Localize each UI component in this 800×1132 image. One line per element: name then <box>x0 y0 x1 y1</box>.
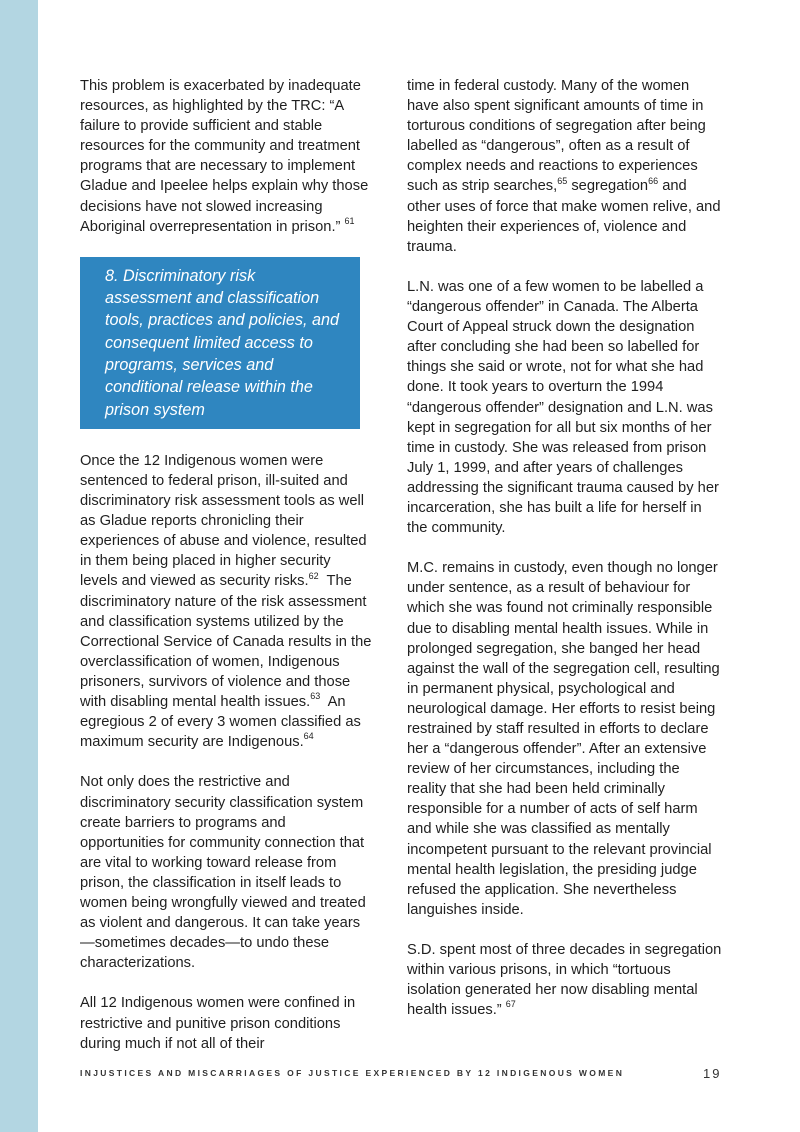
right-column <box>407 76 722 1020</box>
footnote-ref: 66 <box>648 175 659 186</box>
paragraph-trc-quote: This problem is exacerbated by inadequate resources, as highlighted by the TRC: “A failure to provide sufficient and stable resources for the community and treatment programs that are necessary to implement Gladue and Ipeelee helps explain why those decisions have not slowed increasing Aboriginal overrepresentation in prison.” $^{61}$ <box>80 78 369 235</box>
footnote-ref: 61 <box>344 215 355 226</box>
paragraph-ln-case: L.N. was one of a few women to be labelled a “dangerous offender” in Canada. The Alberta Court of Appeal struck down the designation after concluding she had been so labelled for things she said or wrote, not for what she had done. It took years to overturn the 1994 “dangerous offender” designation and L.N. was kept in segregation for all but six months of her time in custody. She was released from prison July 1, 1999, and after years of challenges addressing the significant trauma caused by her incarceration, she has built a life for herself in the community. <box>407 278 719 537</box>
paragraph-confinement: All 12 Indigenous women were confined in restrictive and punitive prison conditions during much if not all of their <box>80 995 356 1052</box>
footnote-ref: 64 <box>303 731 314 742</box>
paragraph-mc-case: M.C. remains in custody, even though no longer under sentence, as a result of behaviour for which she was found not criminally responsible due to disabling mental health issues. While in prolonged segregation, she banged her head against the wall of the segregation cell, resulting in permanent physical, psychological and neurological damage. Her efforts to resist being restrained by staff resulted in efforts to declare her a “dangerous offender”. After an extensive review of her circumstances, including the reality that she had been held criminally responsible for a number of acts of self harm and while she was classified as mentally incompetent pursuant to the relevant provincial mental health legislation, the presiding judge refused the application. She nevertheless languishes inside. <box>407 560 720 918</box>
footer-report-title: INJUSTICES AND MISCARRIAGES OF JUSTICE EXPERIENCED BY 12 INDIGENOUS WOMEN <box>80 1068 625 1078</box>
paragraph-segregation: time in federal custody. Many of the women have also spent significant amounts of time in torturous conditions of segregation after being labelled as “dangerous”, often as a result of complex needs and reactions to experiences such as strip searches,$^{65}$ segregation$^{66}$ and other uses of force that make women relive, and heighten their experiences of, violence and trauma. <box>407 78 721 255</box>
left-column <box>80 76 372 1054</box>
paragraph-classification-barriers: Not only does the restrictive and discriminatory security classification system create barriers to programs and opportunities for community connection that are vital to working toward release from prison, the classification in itself leads to women being wrongfully viewed and treated as violent and dangerous. It can take years—sometimes decades—to undo these characterizations. <box>80 774 366 972</box>
footnote-ref: 65 <box>557 175 568 186</box>
footnote-ref: 67 <box>505 999 516 1010</box>
paragraph-sd-case: S.D. spent most of three decades in segregation within various prisons, in which “tortuous isolation generated her now disabling mental health issues.” $^{67}$ <box>407 942 722 1019</box>
footnote-ref: 62 <box>308 570 319 581</box>
footnote-ref: 63 <box>310 691 321 702</box>
paragraph-risk-assessment: Once the 12 Indigenous women were sentenced to federal prison, ill-suited and discriminatory risk assessment tools as well as Gladue reports chronicling their experiences of abuse and violence, resulted in them being placed in higher security levels and viewed as security risks.$^{62}$ The discriminatory nature of the risk assessment and classification systems utilized by the Correctional Service of Canada results in the overclassification of women, Indigenous prisoners, survivors of violence and those with disabling mental health issues.$^{63}$ An egregious 2 of every 3 women classified as maximum security are Indigenous.$^{64}$ <box>80 452 372 751</box>
section-heading-callout: 8. Discriminatory risk assessment and classification tools, practices and policies, and consequent limited access to programs, services and conditional release within the prison system <box>80 257 360 429</box>
left-margin-band <box>0 0 38 1132</box>
page-number: 19 <box>703 1066 722 1081</box>
